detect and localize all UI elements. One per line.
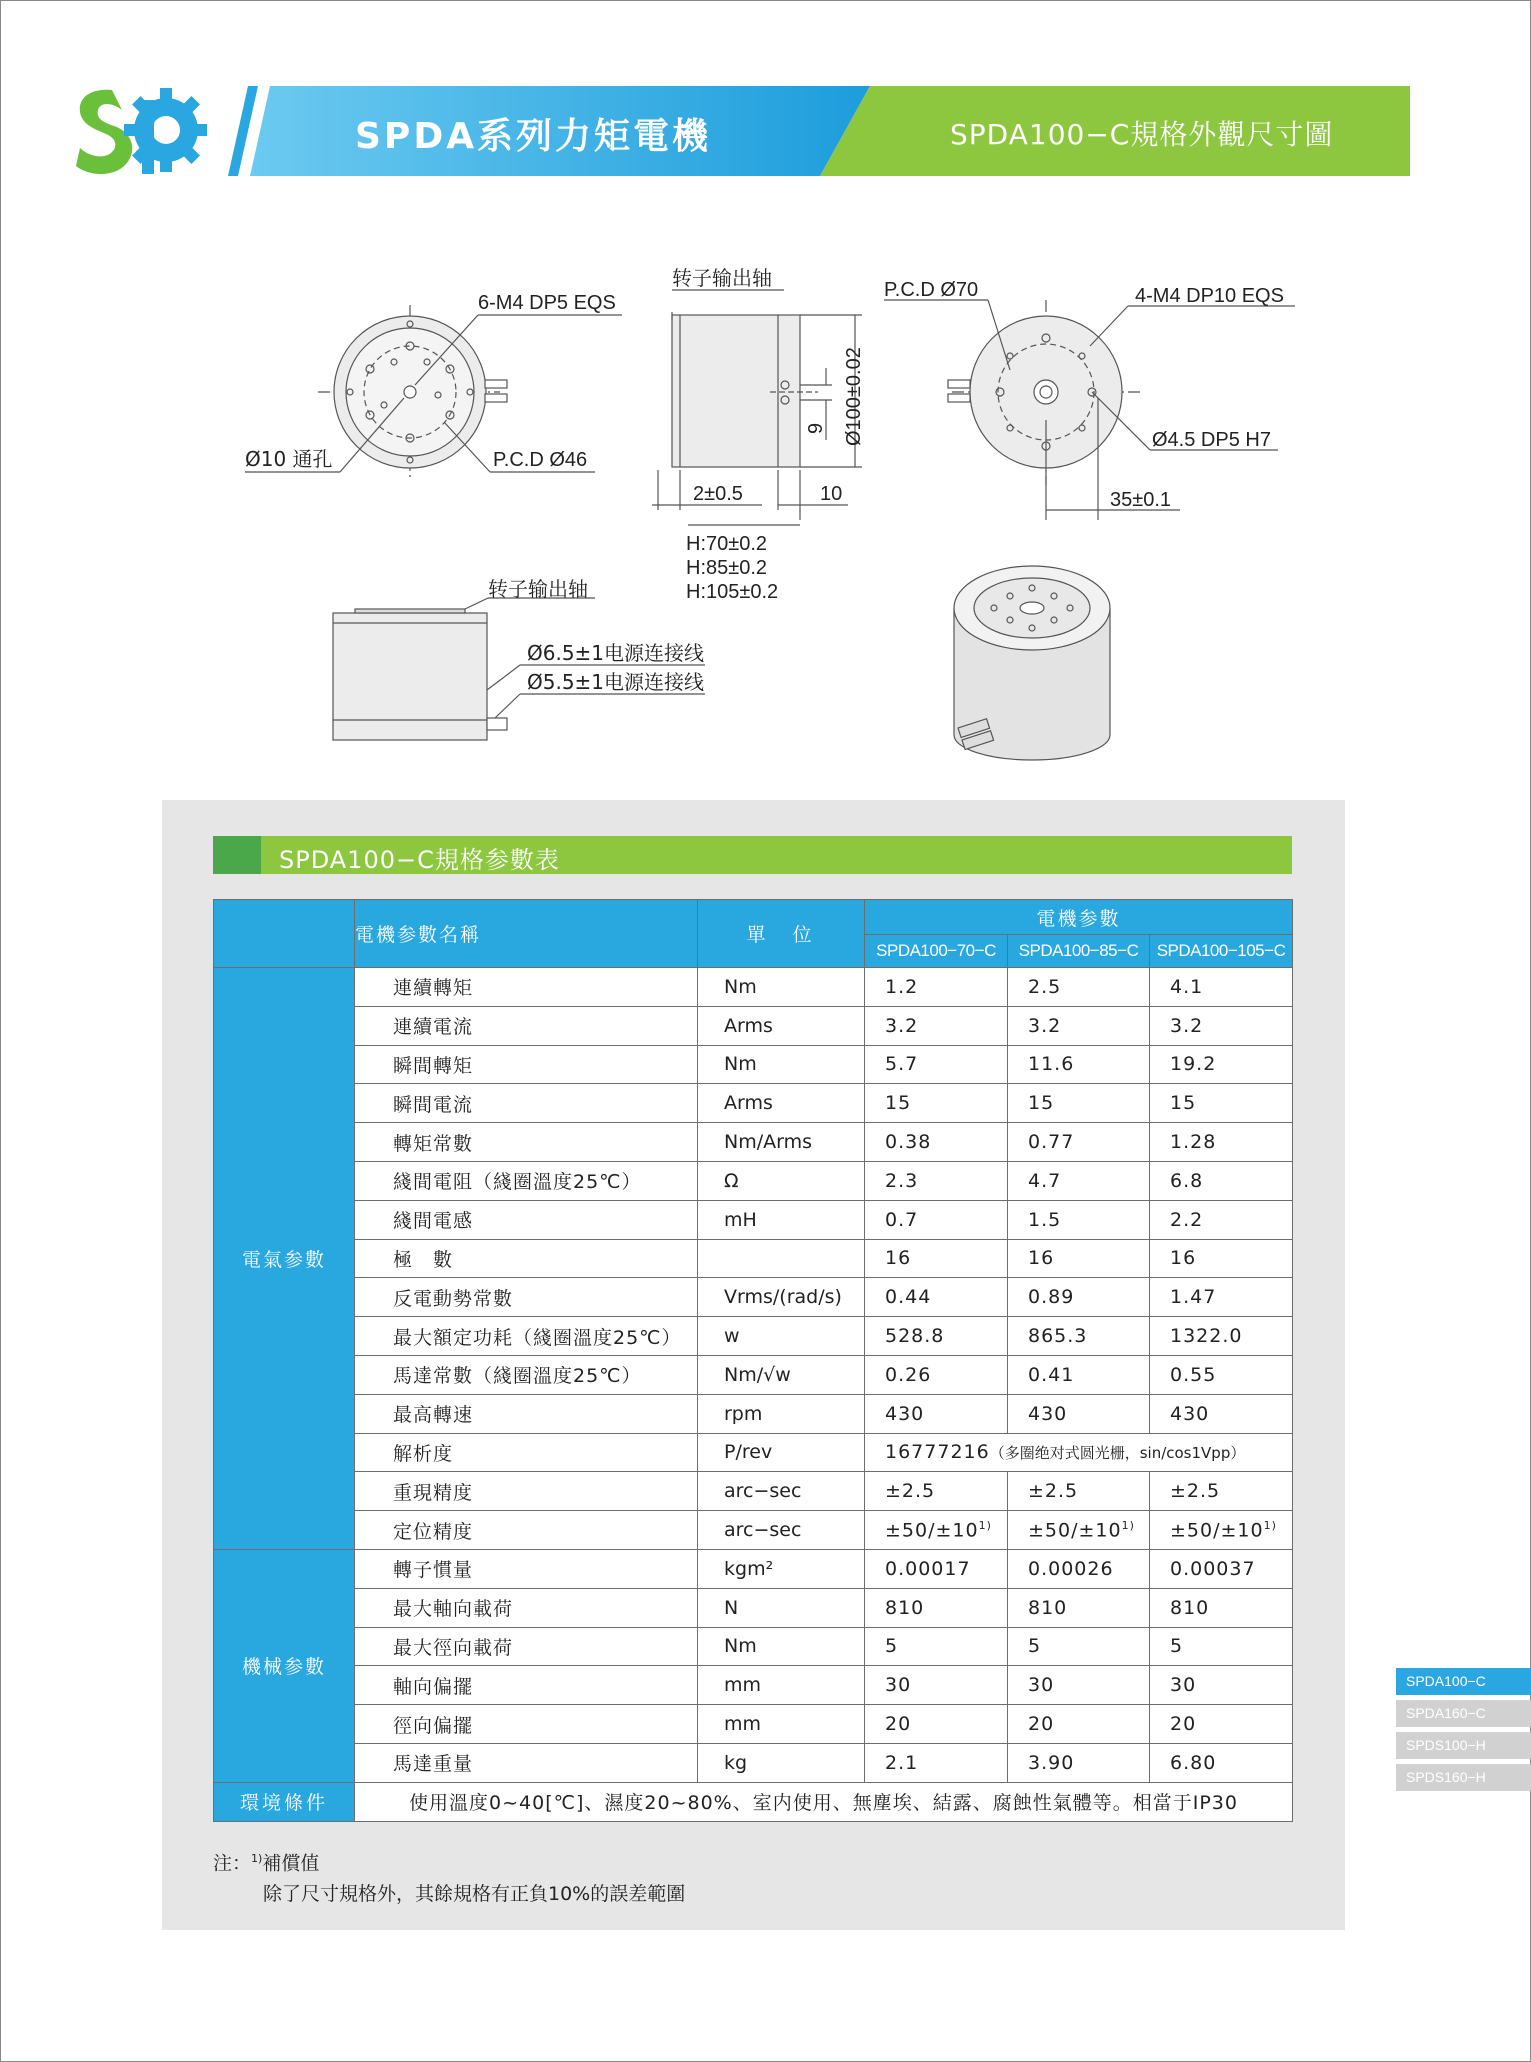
side-nav-spda100-c[interactable]: SPDA100−C [1396,1668,1531,1695]
header-corner [214,900,355,968]
callout-shaft-2: 转子输出轴 [488,577,588,601]
header-model-70: SPDA100−70−C [865,935,1008,968]
param-value: 810 [865,1588,1008,1627]
param-value: 2.2 [1150,1200,1293,1239]
param-unit: Arms [698,1084,865,1123]
param-unit: Vrms/(rad/s) [698,1278,865,1317]
param-value: 5 [1008,1627,1150,1666]
param-unit: Nm/Arms [698,1123,865,1162]
header-group: 電機参數 [865,900,1293,935]
note-line-2: 除了尺寸規格外，其餘規格有正負10%的誤差範圍 [263,1883,686,1906]
header-title: SPDA系列力矩電機 [355,116,712,157]
param-unit: mH [698,1200,865,1239]
table-row [214,1239,1293,1278]
param-value: ±2.5 [865,1472,1008,1511]
param-value [865,1511,1008,1550]
cable-2: Ø5.5±1电源连接线 [527,670,705,694]
param-value: 16 [1008,1239,1150,1278]
param-name: 最大軸向載荷 [355,1588,698,1627]
param-name: 瞬間電流 [355,1084,698,1123]
table-row [214,1123,1293,1162]
param-unit [698,1239,865,1278]
param-name: 極 數 [355,1239,698,1278]
param-name: 重現精度 [355,1472,698,1511]
param-value: 0.7 [865,1200,1008,1239]
section-title: SPDA100−C規格参數表 [279,846,560,874]
note-sup: 1) [251,1852,263,1865]
param-name: 綫間電阻（綫圈溫度25℃） [355,1161,698,1200]
mechanical-rows [214,1549,1293,1782]
param-value: 810 [1008,1588,1150,1627]
table-row [214,1743,1293,1782]
callout-bore: Ø4.5 DP5 H7 [1152,429,1271,451]
param-value: 0.00017 [865,1549,1008,1588]
param-value: 20 [865,1705,1008,1744]
dim-diameter: Ø100±0.02 [843,347,865,446]
param-value: 20 [1008,1705,1150,1744]
position-value: ±50/±10 [1028,1519,1122,1542]
param-unit: arc−sec [698,1511,865,1550]
param-value: 1.47 [1150,1278,1293,1317]
param-value: 430 [1008,1394,1150,1433]
param-unit: w [698,1317,865,1356]
table-row [214,1278,1293,1317]
table-row [214,1355,1293,1394]
param-unit: mm [698,1705,865,1744]
notes [213,1843,685,1910]
header-unit: 單 位 [698,900,865,968]
height-70: H:70±0.2 [686,533,768,555]
param-value: 16 [865,1239,1008,1278]
table-row [214,1317,1293,1356]
isometric-view [954,566,1110,760]
position-value: ±50/±10 [885,1519,979,1542]
table-row [214,1161,1293,1200]
param-value: 1.28 [1150,1123,1293,1162]
param-name: 最高轉速 [355,1394,698,1433]
param-name: 轉矩常數 [355,1123,698,1162]
param-name: 解析度 [355,1433,698,1472]
table-row [214,1549,1293,1588]
param-unit: kg [698,1743,865,1782]
table-row [214,1394,1293,1433]
dimension-drawing [0,0,1531,780]
param-value: 865.3 [1008,1317,1150,1356]
param-value: 2.5 [1008,968,1150,1007]
position-sup: 1) [978,1518,992,1532]
table-row [214,1627,1293,1666]
param-unit: kgm² [698,1549,865,1588]
header-model-85: SPDA100−85−C [1008,935,1150,968]
param-value: 0.55 [1150,1355,1293,1394]
callout-through-hole: Ø10 通孔 [245,447,333,471]
callout-holes-back: 4-M4 DP10 EQS [1135,285,1284,307]
note-line-1 [213,1843,685,1879]
table-row [214,1588,1293,1627]
param-name: 軸向偏擺 [355,1666,698,1705]
param-unit: Nm [698,1627,865,1666]
param-value: ±2.5 [1150,1472,1293,1511]
param-value: 4.7 [1008,1161,1150,1200]
param-name: 馬達重量 [355,1743,698,1782]
param-value: 5.7 [865,1045,1008,1084]
side-nav-spds160-h[interactable]: SPDS160−H [1396,1764,1531,1791]
param-value: ±2.5 [1008,1472,1150,1511]
param-value: 6.8 [1150,1161,1293,1200]
param-value: 30 [1150,1666,1293,1705]
param-name: 最大徑向載荷 [355,1627,698,1666]
param-value: 3.2 [865,1006,1008,1045]
param-value: 30 [865,1666,1008,1705]
note-text-1: 補償值 [262,1852,320,1875]
param-value: 2.3 [865,1161,1008,1200]
param-unit: arc−sec [698,1472,865,1511]
table-row [214,1705,1293,1744]
height-105: H:105±0.2 [686,581,779,603]
param-value: 15 [865,1084,1008,1123]
note-prefix: 注： [213,1852,252,1875]
header-subtitle: SPDA100−C規格外觀尺寸圖 [950,118,1334,151]
table-row [214,968,1293,1007]
dim-9: 9 [805,422,827,434]
mechanical-label: 機械参數 [214,1549,355,1782]
table-row [214,1006,1293,1045]
param-value: 0.00037 [1150,1549,1293,1588]
param-value: 1322.0 [1150,1317,1293,1356]
side-nav-spda160-c[interactable]: SPDA160−C [1396,1700,1531,1727]
env-text: 使用溫度0~40[℃]、濕度20~80%、室内使用、無塵埃、結露、腐蝕性氣體等。相當于IP30 [355,1782,1293,1821]
param-value: 0.00026 [1008,1549,1150,1588]
table-row [214,1511,1293,1550]
electrical-rows [214,968,1293,1550]
param-name: 馬達常數（綫圈溫度25℃） [355,1355,698,1394]
table-row [214,1472,1293,1511]
param-name: 連續轉矩 [355,968,698,1007]
dim-35: 35±0.1 [1110,489,1172,511]
position-value: ±50/±10 [1170,1519,1264,1542]
param-name: 徑向偏擺 [355,1705,698,1744]
param-value: 19.2 [1150,1045,1293,1084]
electrical-label: 電氣参數 [214,968,355,1550]
param-value: 20 [1150,1705,1293,1744]
param-value [1008,1511,1150,1550]
header-model-105: SPDA100−105−C [1150,935,1293,968]
param-value: 30 [1008,1666,1150,1705]
table-row [214,1433,1293,1472]
param-value: 0.38 [865,1123,1008,1162]
resolution-value: 16777216 [885,1441,990,1464]
header-name: 電機参數名稱 [355,900,698,968]
param-value: 15 [1150,1084,1293,1123]
param-unit: Nm/√w [698,1355,865,1394]
param-value: 6.80 [1150,1743,1293,1782]
param-value: 810 [1150,1588,1293,1627]
param-unit: Ω [698,1161,865,1200]
callout-holes-front: 6-M4 DP5 EQS [478,292,616,314]
param-value: 0.44 [865,1278,1008,1317]
param-name: 連續電流 [355,1006,698,1045]
param-unit: Nm [698,1045,865,1084]
param-value: 3.90 [1008,1743,1150,1782]
param-value: 3.2 [1150,1006,1293,1045]
height-85: H:85±0.2 [686,557,768,579]
lower-side-view [333,598,705,740]
param-value: 3.2 [1008,1006,1150,1045]
param-unit: mm [698,1666,865,1705]
side-nav-spds100-h[interactable]: SPDS100−H [1396,1732,1531,1759]
param-value: 15 [1008,1084,1150,1123]
param-value: 1.2 [865,968,1008,1007]
env-label: 環境條件 [214,1782,355,1821]
dim-2: 2±0.5 [693,483,743,505]
param-value: 0.89 [1008,1278,1150,1317]
spec-table [213,899,1293,1822]
param-value [1150,1511,1293,1550]
param-name: 轉子慣量 [355,1549,698,1588]
param-value: 1.5 [1008,1200,1150,1239]
param-value: 0.41 [1008,1355,1150,1394]
callout-shaft: 转子输出轴 [672,266,772,290]
param-name: 最大額定功耗（綫圈溫度25℃） [355,1317,698,1356]
param-value: 16 [1150,1239,1293,1278]
table-row [214,1200,1293,1239]
param-value: 11.6 [1008,1045,1150,1084]
section-chip [213,836,261,874]
param-name: 瞬間轉矩 [355,1045,698,1084]
section-bar [213,836,1292,874]
param-value: 2.1 [865,1743,1008,1782]
back-view [884,300,1295,520]
param-name: 定位精度 [355,1511,698,1550]
callout-pcd-front: P.C.D Ø46 [493,449,588,471]
param-value: 0.26 [865,1355,1008,1394]
param-unit: rpm [698,1394,865,1433]
cable-1: Ø6.5±1电源连接线 [527,641,705,665]
table-row [214,1666,1293,1705]
callout-pcd-back: P.C.D Ø70 [884,279,979,301]
param-value: 430 [865,1394,1008,1433]
position-sup: 1) [1263,1518,1277,1532]
param-unit: N [698,1588,865,1627]
table-row [214,1045,1293,1084]
param-value: 430 [1150,1394,1293,1433]
param-value: 5 [865,1627,1008,1666]
param-unit: Nm [698,968,865,1007]
param-unit: P/rev [698,1433,865,1472]
resolution-note: （多圈绝对式圆光栅，sin/cos1Vpp） [989,1444,1246,1463]
param-value [865,1433,1293,1472]
param-value: 5 [1150,1627,1293,1666]
param-name: 綫間電感 [355,1200,698,1239]
param-value: 4.1 [1150,968,1293,1007]
param-unit: Arms [698,1006,865,1045]
dim-10: 10 [820,483,843,505]
table-row [214,1084,1293,1123]
param-value: 0.77 [1008,1123,1150,1162]
param-name: 反電動勢常數 [355,1278,698,1317]
side-nav [1396,1668,1531,1796]
param-value: 528.8 [865,1317,1008,1356]
position-sup: 1) [1121,1518,1135,1532]
